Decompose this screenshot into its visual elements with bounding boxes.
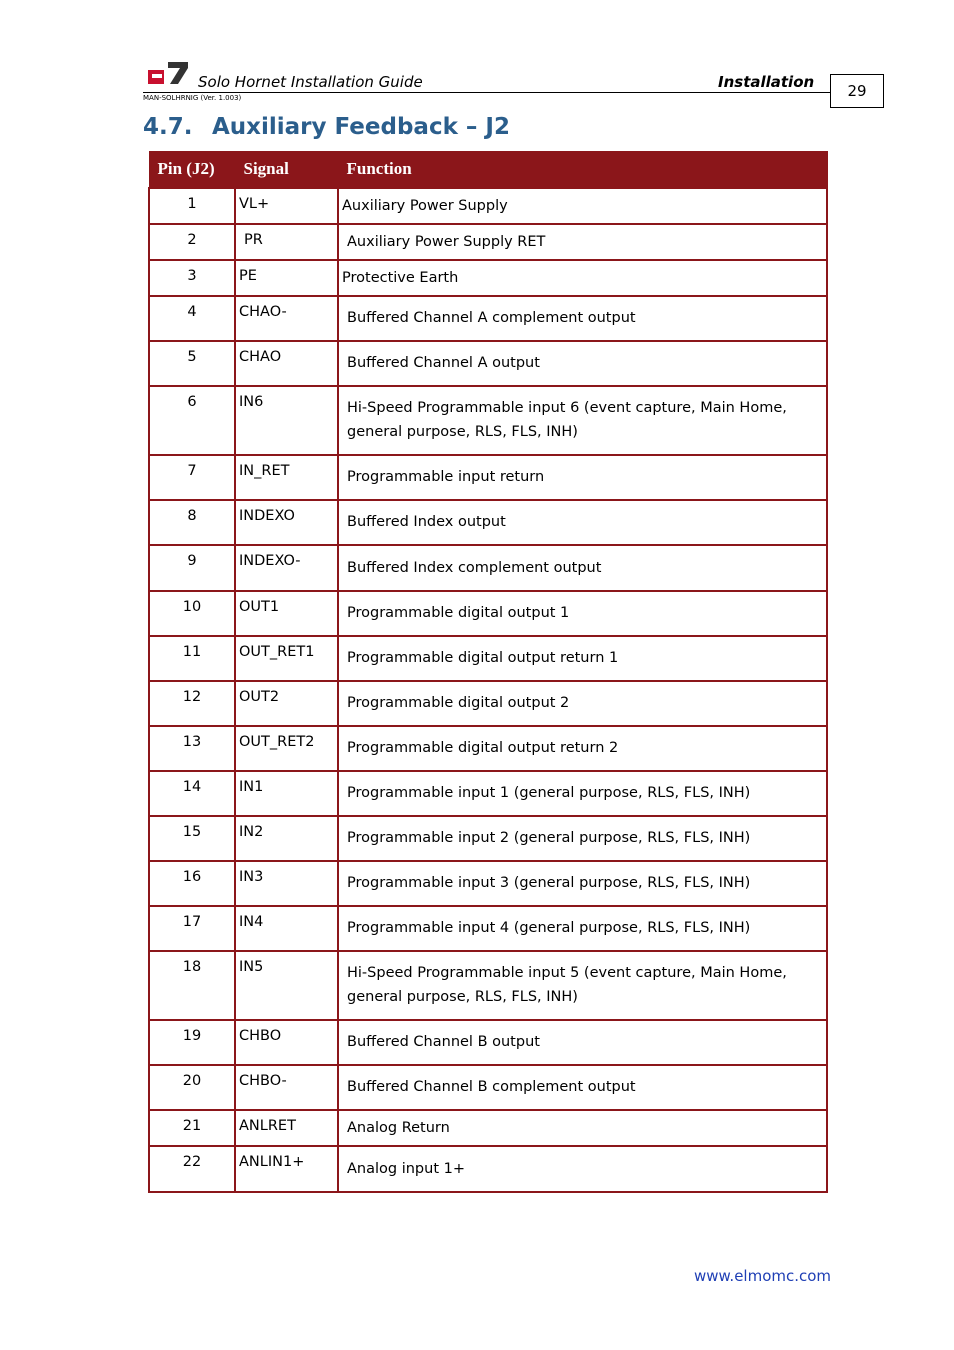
table-row: [149, 1020, 827, 1065]
table-row: [149, 816, 827, 861]
pin-cell: 18: [149, 951, 235, 1020]
pin-cell: 11: [149, 636, 235, 681]
function-cell: Programmable digital output return 1: [338, 636, 827, 681]
table-row: [149, 726, 827, 771]
table-row: [149, 951, 827, 1020]
signal-cell: CHBO-: [235, 1065, 338, 1110]
pin-cell: 20: [149, 1065, 235, 1110]
pin-cell: 4: [149, 296, 235, 341]
function-cell: Programmable digital output 1: [338, 591, 827, 636]
table-row: [149, 771, 827, 816]
pin-cell: 15: [149, 816, 235, 861]
pin-cell: 2: [149, 224, 235, 260]
signal-cell: ANLIN1+: [235, 1146, 338, 1192]
function-cell: Buffered Index output: [338, 500, 827, 545]
page-number: 29: [830, 74, 884, 108]
function-cell: Analog Return: [338, 1110, 827, 1146]
function-cell: Buffered Index complement output: [338, 545, 827, 591]
signal-cell: INDEXO-: [235, 545, 338, 591]
signal-cell: ANLRET: [235, 1110, 338, 1146]
pin-cell: 6: [149, 386, 235, 455]
function-cell: Buffered Channel B output: [338, 1020, 827, 1065]
function-cell: Hi-Speed Programmable input 5 (event capture, Main Home, general purpose, RLS, FLS, INH): [338, 951, 827, 1020]
function-cell: Programmable input 4 (general purpose, RLS, FLS, INH): [338, 906, 827, 951]
header-function: Function: [338, 152, 827, 188]
function-cell: Buffered Channel A output: [338, 341, 827, 386]
table-row: [149, 681, 827, 726]
pin-cell: 12: [149, 681, 235, 726]
table-row: [149, 188, 827, 224]
table-row: [149, 861, 827, 906]
table-row: [149, 906, 827, 951]
function-cell: Buffered Channel B complement output: [338, 1065, 827, 1110]
table-row: [149, 636, 827, 681]
pin-cell: 16: [149, 861, 235, 906]
table-row: [149, 545, 827, 591]
doc-version: MAN-SOLHRNIG (Ver. 1.003): [143, 94, 242, 102]
table-row: [149, 296, 827, 341]
pin-cell: 17: [149, 906, 235, 951]
table-row: [149, 500, 827, 545]
section-name: Installation: [718, 73, 815, 91]
function-cell: Programmable input 1 (general purpose, RLS, FLS, INH): [338, 771, 827, 816]
signal-cell: IN3: [235, 861, 338, 906]
pin-cell: 7: [149, 455, 235, 500]
function-cell: Programmable digital output return 2: [338, 726, 827, 771]
pin-cell: 3: [149, 260, 235, 296]
function-cell: Analog input 1+: [338, 1146, 827, 1192]
pin-cell: 5: [149, 341, 235, 386]
signal-cell: VL+: [235, 188, 338, 224]
signal-cell: IN1: [235, 771, 338, 816]
doc-title: Solo Hornet Installation Guide: [198, 73, 423, 91]
signal-cell: IN2: [235, 816, 338, 861]
website-link[interactable]: www.elmomc.com: [694, 1267, 832, 1285]
section-title: Auxiliary Feedback – J2: [212, 114, 510, 140]
pin-cell: 9: [149, 545, 235, 591]
signal-cell: OUT2: [235, 681, 338, 726]
header-pin: Pin (J2): [149, 152, 235, 188]
signal-cell: OUT_RET1: [235, 636, 338, 681]
signal-cell: OUT1: [235, 591, 338, 636]
section-heading: [143, 114, 510, 140]
table-row: [149, 1146, 827, 1192]
pin-cell: 1: [149, 188, 235, 224]
function-cell: Programmable input return: [338, 455, 827, 500]
signal-cell: CHAO: [235, 341, 338, 386]
pin-cell: 10: [149, 591, 235, 636]
function-cell: Programmable input 3 (general purpose, RLS, FLS, INH): [338, 861, 827, 906]
function-cell: Buffered Channel A complement output: [338, 296, 827, 341]
function-cell: Hi-Speed Programmable input 6 (event capture, Main Home, general purpose, RLS, FLS, INH): [338, 386, 827, 455]
table-row: [149, 591, 827, 636]
function-cell: Protective Earth: [338, 260, 827, 296]
table-row: [149, 341, 827, 386]
signal-cell: IN_RET: [235, 455, 338, 500]
table-row: [149, 1065, 827, 1110]
signal-cell: PE: [235, 260, 338, 296]
function-cell: Auxiliary Power Supply RET: [338, 224, 827, 260]
table-body: [149, 188, 827, 1192]
signal-cell: CHBO: [235, 1020, 338, 1065]
pin-cell: 21: [149, 1110, 235, 1146]
function-cell: Programmable input 2 (general purpose, RLS, FLS, INH): [338, 816, 827, 861]
signal-cell: PR: [235, 224, 338, 260]
function-cell: Programmable digital output 2: [338, 681, 827, 726]
table-row: [149, 455, 827, 500]
pin-cell: 19: [149, 1020, 235, 1065]
table-row: [149, 224, 827, 260]
signal-cell: IN4: [235, 906, 338, 951]
elmo-logo: [148, 58, 190, 88]
signal-cell: INDEXO: [235, 500, 338, 545]
signal-cell: IN6: [235, 386, 338, 455]
table-row: [149, 1110, 827, 1146]
pin-cell: 22: [149, 1146, 235, 1192]
function-cell: Auxiliary Power Supply: [338, 188, 827, 224]
table-row: [149, 386, 827, 455]
pin-cell: 14: [149, 771, 235, 816]
signal-cell: CHAO-: [235, 296, 338, 341]
table-header-row: [149, 152, 827, 188]
pin-table: [148, 151, 828, 1193]
signal-cell: IN5: [235, 951, 338, 1020]
pin-cell: 8: [149, 500, 235, 545]
header-rule: [143, 92, 830, 93]
section-number: 4.7.: [143, 114, 193, 140]
signal-cell: OUT_RET2: [235, 726, 338, 771]
header-signal: Signal: [235, 152, 338, 188]
table-row: [149, 260, 827, 296]
pin-cell: 13: [149, 726, 235, 771]
